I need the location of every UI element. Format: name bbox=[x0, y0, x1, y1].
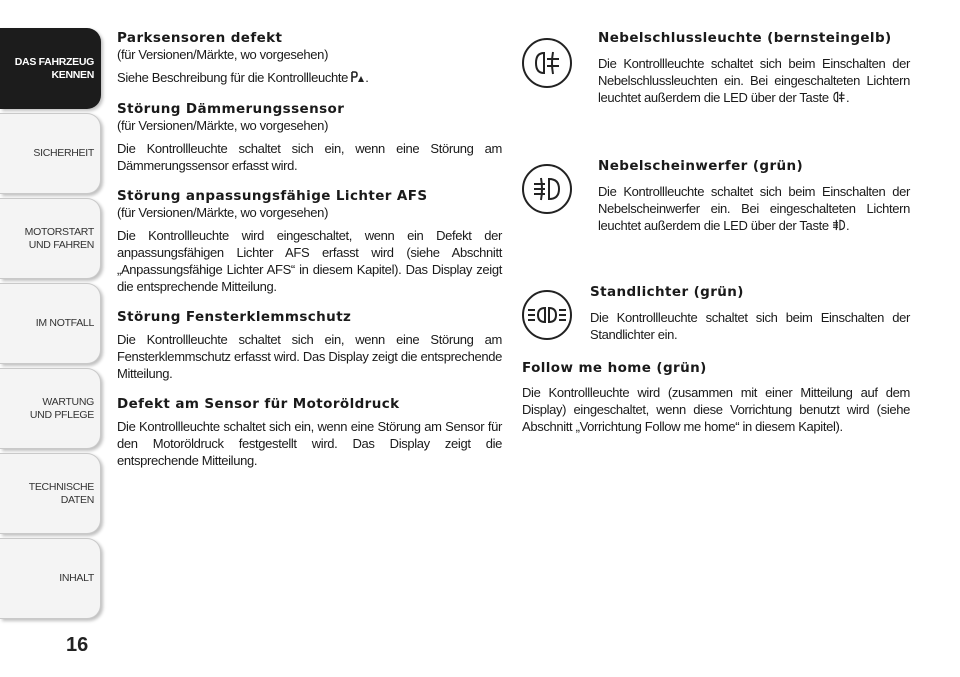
front-fog-button-icon bbox=[832, 218, 846, 235]
chapter-sidebar bbox=[0, 28, 101, 623]
park-sensor-icon bbox=[351, 70, 365, 87]
page-number: 16 bbox=[66, 634, 89, 656]
rear-fog-button-icon bbox=[832, 90, 846, 107]
section-parksensoren bbox=[117, 30, 502, 87]
section-text: Die Kontrollleuchte schaltet sich ein, wenn eine Störung am Dämmerungssensor erfasst wird. bbox=[117, 141, 502, 174]
left-column bbox=[117, 30, 502, 483]
tab-motorstart[interactable]: MOTORSTART UND FAHREN bbox=[0, 198, 101, 279]
section-body bbox=[590, 284, 910, 343]
front-fog-light-icon bbox=[522, 164, 572, 214]
tab-wartung[interactable]: WARTUNG UND PFLEGE bbox=[0, 368, 101, 449]
section-fensterklemmschutz bbox=[117, 309, 502, 382]
tab-inhalt[interactable]: INHALT bbox=[0, 538, 101, 619]
section-text: Siehe Beschreibung für die Kontrollleuchte . bbox=[117, 69, 502, 87]
section-standlichter bbox=[522, 284, 910, 360]
tab-das-fahrzeug-kennen[interactable]: DAS FAHRZEUG KENNEN bbox=[0, 28, 101, 109]
section-nebelschlussleuchte bbox=[522, 30, 910, 158]
section-title: Follow me home (grün) bbox=[522, 360, 707, 376]
section-motoroeldruck bbox=[117, 396, 502, 469]
section-title: Störung Fensterklemmschutz bbox=[117, 309, 352, 326]
section-title: Nebelschlussleuchte (bernsteingelb) bbox=[598, 30, 892, 46]
parking-lights-icon bbox=[522, 290, 572, 340]
section-body bbox=[598, 158, 910, 235]
section-follow-me-home bbox=[522, 360, 910, 435]
tab-im-notfall[interactable]: IM NOTFALL bbox=[0, 283, 101, 364]
section-text: Die Kontrollleuchte wird eingeschaltet, wenn ein Defekt der anpassungsfähigen Lichter AFS erfasst wird (siehe Abschnitt „Anpassungsfähige Lichter AFS“ in diesem Kapitel). Das Display zeigt die entsprechende Mitteilung. bbox=[117, 228, 502, 295]
section-daemmerungssensor bbox=[117, 101, 502, 174]
section-title: Störung anpassungsfähige Lichter AFS bbox=[117, 188, 428, 205]
section-title: Nebelscheinwerfer (grün) bbox=[598, 158, 804, 174]
section-text: Die Kontrollleuchte wird (zusammen mit einer Mitteilung auf dem Display) eingeschaltet, wenn diese Vorrichtung benutzt wird (siehe Abschnitt „Vorrichtung Follow me home“ in diesem Kapitel). bbox=[522, 385, 910, 434]
tab-sicherheit[interactable]: SICHERHEIT bbox=[0, 113, 101, 194]
section-title: Defekt am Sensor für Motoröldruck bbox=[117, 396, 400, 413]
right-column bbox=[522, 30, 910, 449]
section-title: Standlichter (grün) bbox=[590, 284, 744, 300]
section-body bbox=[598, 30, 910, 107]
section-note: (für Versionen/Märkte, wo vorgesehen) bbox=[117, 47, 329, 62]
section-text: Die Kontrollleuchte schaltet sich ein, wenn eine Störung am Sensor für den Motoröldruck festgestellt wird. Das Display zeigt die entsprechende Mitteilung. bbox=[117, 419, 502, 469]
rear-fog-light-icon bbox=[522, 38, 572, 88]
section-afs bbox=[117, 188, 502, 295]
tab-technische-daten[interactable]: TECHNISCHE DATEN bbox=[0, 453, 101, 534]
section-note: (für Versionen/Märkte, wo vorgesehen) bbox=[117, 118, 329, 134]
section-text: Die Kontrollleuchte schaltet sich beim Einschalten der Standlichter ein. bbox=[590, 310, 910, 342]
section-title: Störung Dämmerungssensor bbox=[117, 101, 345, 118]
section-text: Die Kontrollleuchte schaltet sich beim Einschalten der Nebelscheinwerfer ein. Bei eingeschalteten Lichtern leuchtet außerdem die LED über der Taste . bbox=[598, 183, 910, 235]
section-note: (für Versionen/Märkte, wo vorgesehen) bbox=[117, 205, 329, 221]
section-nebelscheinwerfer bbox=[522, 158, 910, 284]
section-title: Parksensoren defekt bbox=[117, 30, 283, 46]
section-text: Die Kontrollleuchte schaltet sich ein, wenn eine Störung am Fensterklemmschutz erfasst wird. Das Display zeigt die entsprechende Mitteilung. bbox=[117, 332, 502, 382]
section-text: Die Kontrollleuchte schaltet sich beim Einschalten der Nebelschlussleuchten ein. Bei eingeschalteten Lichtern leuchtet außerdem die LED über der Taste . bbox=[598, 55, 910, 107]
